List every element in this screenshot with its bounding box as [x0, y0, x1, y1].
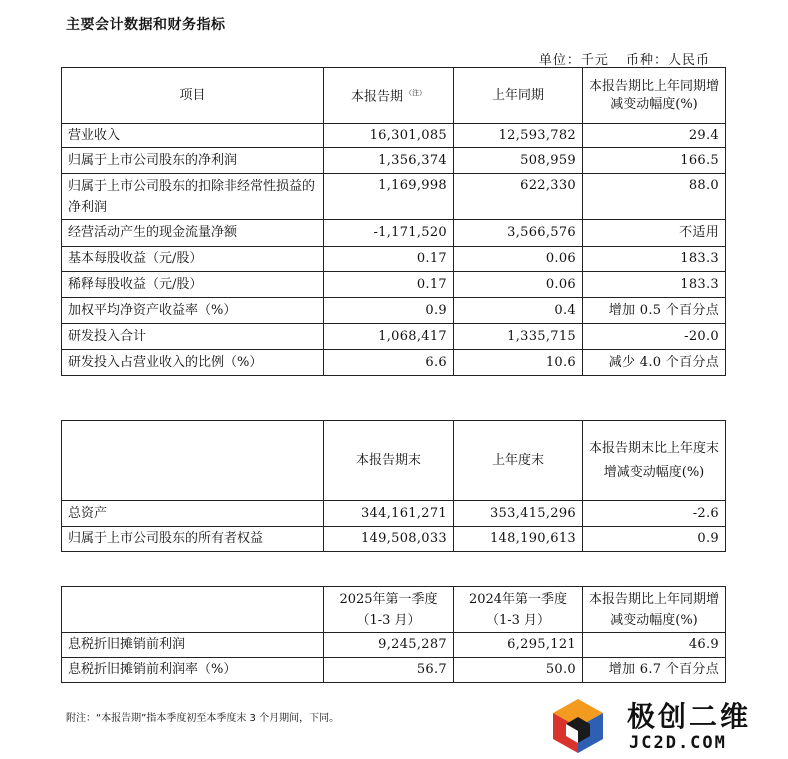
cell-change: 183.3: [583, 247, 726, 272]
cell-current: 0.17: [324, 272, 454, 298]
table-row: [62, 174, 726, 220]
table-header-row: [62, 587, 726, 633]
row-label: 营业收入: [62, 124, 324, 148]
income-table: [61, 67, 726, 376]
unit-line: [527, 49, 710, 68]
cell-prior: 353,415,296: [454, 501, 583, 527]
table-row: [62, 124, 726, 148]
cell-current: 1,169,998: [324, 174, 454, 220]
row-label: 总资产: [62, 501, 324, 527]
cell-change: 166.5: [583, 148, 726, 174]
cell-change: 不适用: [583, 220, 726, 247]
cell-prior: 3,566,576: [454, 220, 583, 247]
table-row: [62, 324, 726, 350]
cell-change: 减少 4.0 个百分点: [583, 350, 726, 376]
cell-prior: 148,190,613: [454, 527, 583, 552]
cell-current: 149,508,033: [324, 527, 454, 552]
table-row: [62, 220, 726, 247]
header-prior-period: 上年同期: [454, 68, 583, 124]
row-label: 研发投入占营业收入的比例（%）: [62, 350, 324, 376]
cell-prior: 0.06: [454, 272, 583, 298]
currency-label: 币种：人民币: [625, 53, 710, 68]
cube-logo-icon: [547, 695, 609, 757]
watermark-text: 极创二维: [627, 700, 752, 733]
header-change: 本报告期末比上年度末增减变动幅度(%): [583, 421, 726, 501]
cell-current: 344,161,271: [324, 501, 454, 527]
table-row: [62, 148, 726, 174]
row-label: 归属于上市公司股东的扣除非经常性损益的净利润: [62, 174, 324, 220]
row-label: 经营活动产生的现金流量净额: [62, 220, 324, 247]
cell-change: 46.9: [583, 633, 726, 658]
cell-change: 增加 6.7 个百分点: [583, 658, 726, 683]
header-change: 本报告期比上年同期增减变动幅度(%): [583, 587, 726, 633]
cell-current: 56.7: [324, 658, 454, 683]
watermark-logo: [543, 695, 783, 755]
table-row: [62, 633, 726, 658]
cell-change: -2.6: [583, 501, 726, 527]
cell-change: 29.4: [583, 124, 726, 148]
cell-current: 1,068,417: [324, 324, 454, 350]
cell-current: 6.6: [324, 350, 454, 376]
cell-change: 183.3: [583, 272, 726, 298]
table-header-row: [62, 68, 726, 124]
table-header-row: [62, 421, 726, 501]
balance-table: [61, 420, 726, 552]
header-period-end: 本报告期末: [324, 421, 454, 501]
cell-current: 9,245,287: [324, 633, 454, 658]
row-label: 归属于上市公司股东的所有者权益: [62, 527, 324, 552]
cell-prior: 0.4: [454, 298, 583, 324]
unit-label: 单位：千元: [538, 53, 609, 68]
table-row: [62, 658, 726, 683]
cell-current: 0.9: [324, 298, 454, 324]
footnote: 附注：“本报告期”指本季度初至本季度末 3 个月期间，下同。: [66, 713, 340, 724]
table-row: [62, 298, 726, 324]
cell-prior: 0.06: [454, 247, 583, 272]
row-label: 加权平均净资产收益率（%）: [62, 298, 324, 324]
header-q1-2025: 2025年第一季度（1-3 月）: [324, 587, 454, 633]
cell-change: 增加 0.5 个百分点: [583, 298, 726, 324]
header-current-period: 本报告期 $^{(注)}$: [324, 68, 454, 124]
header-item: [62, 421, 324, 501]
header-change: 本报告期比上年同期增减变动幅度(%): [583, 68, 726, 124]
cell-prior: 12,593,782: [454, 124, 583, 148]
table-row: [62, 272, 726, 298]
header-q1-2024: 2024年第一季度（1-3 月）: [454, 587, 583, 633]
cell-current: 1,356,374: [324, 148, 454, 174]
row-label: 息税折旧摊销前利润率（%）: [62, 658, 324, 683]
row-label: 研发投入合计: [62, 324, 324, 350]
row-label: 稀释每股收益（元/股）: [62, 272, 324, 298]
cell-prior: 622,330: [454, 174, 583, 220]
header-item: [62, 587, 324, 633]
cell-current: -1,171,520: [324, 220, 454, 247]
cell-change: 88.0: [583, 174, 726, 220]
cell-prior: 1,335,715: [454, 324, 583, 350]
table-row: [62, 527, 726, 552]
header-item: 项目: [62, 68, 324, 124]
table-row: [62, 350, 726, 376]
header-prior-year-end: 上年度末: [454, 421, 583, 501]
watermark-sub: JC2D.COM: [629, 733, 727, 753]
row-label: 归属于上市公司股东的净利润: [62, 148, 324, 174]
cell-change: -20.0: [583, 324, 726, 350]
cell-prior: 6,295,121: [454, 633, 583, 658]
cell-prior: 50.0: [454, 658, 583, 683]
cell-current: 16,301,085: [324, 124, 454, 148]
header-note: （注）: [405, 89, 426, 98]
cell-prior: 10.6: [454, 350, 583, 376]
page-title: 主要会计数据和财务指标: [66, 17, 226, 33]
row-label: 息税折旧摊销前利润: [62, 633, 324, 658]
table-row: [62, 247, 726, 272]
table-row: [62, 501, 726, 527]
row-label: 基本每股收益（元/股）: [62, 247, 324, 272]
cell-change: 0.9: [583, 527, 726, 552]
ebitda-table: [61, 586, 726, 683]
cell-prior: 508,959: [454, 148, 583, 174]
cell-current: 0.17: [324, 247, 454, 272]
